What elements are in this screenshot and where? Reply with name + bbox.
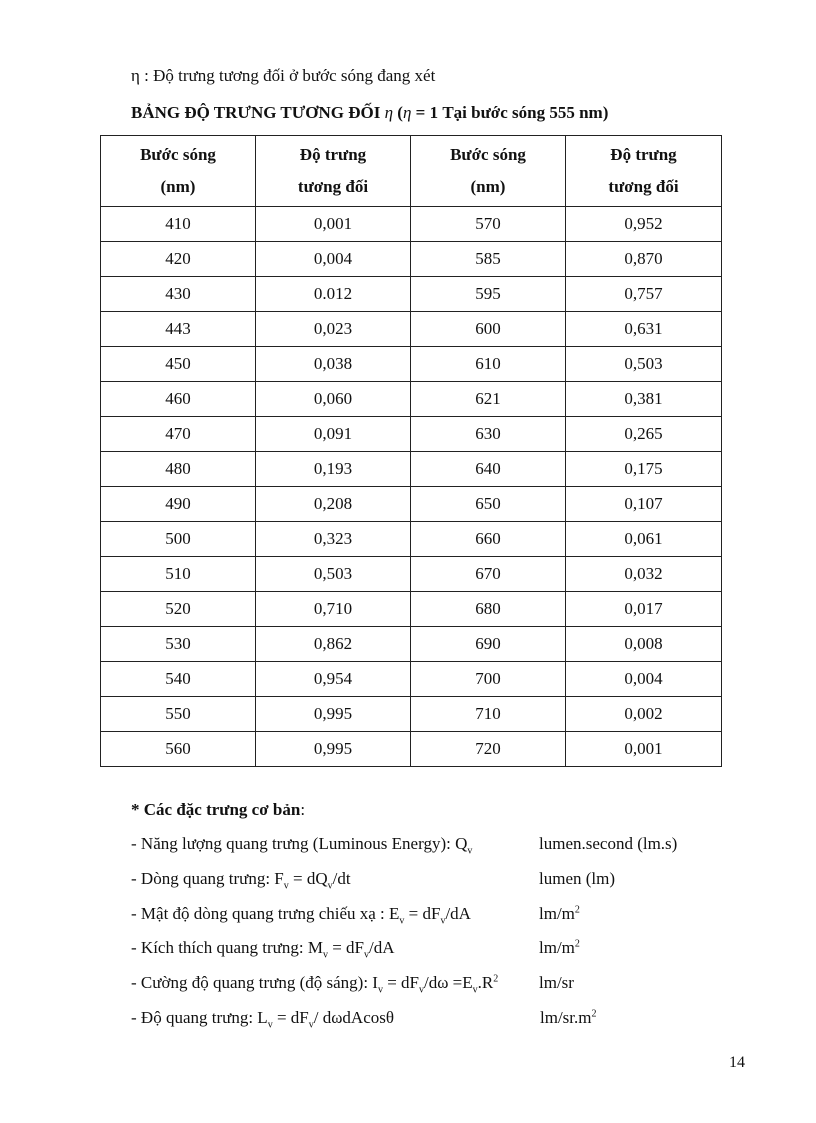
- definition-item: [131, 973, 731, 1008]
- table-row: [101, 242, 722, 277]
- table-cell: 600: [411, 312, 566, 347]
- definition-unit: $lm/m^2$: [539, 903, 580, 923]
- table-cell: 0,193: [256, 452, 411, 487]
- table-cell: 710: [411, 697, 566, 732]
- table-cell: 470: [101, 417, 256, 452]
- table-cell: 0,503: [566, 347, 722, 382]
- table-row: [101, 557, 722, 592]
- table-title: [131, 103, 608, 123]
- intro-text: η : Độ trưng tương đối ở bước sóng đang xét: [131, 66, 436, 85]
- definition-unit: $lm/m^2$: [539, 938, 580, 958]
- table-cell: 430: [101, 277, 256, 312]
- table-cell: 0,060: [256, 382, 411, 417]
- table-row: [101, 207, 722, 242]
- table-cell: 0,008: [566, 627, 722, 662]
- table-cell: 510: [101, 557, 256, 592]
- table-row: [101, 732, 722, 767]
- table-cell: 540: [101, 662, 256, 697]
- definition-formula: - Dòng quang trưng: $F_v = dQ_v/dt$: [131, 868, 351, 892]
- table-row: [101, 487, 722, 522]
- definition-formula: - Năng lượng quang trưng (Luminous Energy): $Q_v$: [131, 834, 473, 857]
- table-cell: 0,952: [566, 207, 722, 242]
- table-cell: 0.012: [256, 277, 411, 312]
- table-cell: 610: [411, 347, 566, 382]
- definition-item: [131, 869, 731, 904]
- table-title-eta-symbol-2: η: [402, 103, 412, 122]
- table-cell: 0,061: [566, 522, 722, 557]
- table-cell: 720: [411, 732, 566, 767]
- table-cell: 0,001: [566, 732, 722, 767]
- definition-formula: - Mật độ dòng quang trưng chiếu xạ : $E_v = dF_v/dA$: [131, 903, 471, 926]
- table-body: [101, 207, 722, 767]
- definition-item: [131, 938, 731, 973]
- table-cell: 0,004: [566, 662, 722, 697]
- table-cell: 0,381: [566, 382, 722, 417]
- table-cell: 0,038: [256, 347, 411, 382]
- definition-item: [131, 1008, 731, 1043]
- table-cell: 650: [411, 487, 566, 522]
- table-cell: 520: [101, 592, 256, 627]
- definition-formula: - Độ quang trưng: $L_v = dF_v/$ dωdAcosθ: [131, 1007, 394, 1031]
- table-cell: 0,004: [256, 242, 411, 277]
- table-cell: 621: [411, 382, 566, 417]
- definition-item: [131, 834, 731, 869]
- table-cell: 700: [411, 662, 566, 697]
- table-row: [101, 697, 722, 732]
- table-row: [101, 627, 722, 662]
- header-wavelength-2: Bước sóng (nm): [411, 136, 566, 207]
- header-relative-luminance-1: Độ trưng tương đối: [256, 136, 411, 207]
- table-cell: 595: [411, 277, 566, 312]
- luminous-efficiency-table: [100, 135, 722, 767]
- table-cell: 0,870: [566, 242, 722, 277]
- table-cell: 630: [411, 417, 566, 452]
- table-row: [101, 452, 722, 487]
- table-cell: 680: [411, 592, 566, 627]
- table-cell: 500: [101, 522, 256, 557]
- table-cell: 670: [411, 557, 566, 592]
- definition-unit: lumen.second (lm.s): [539, 834, 678, 853]
- table-row: [101, 592, 722, 627]
- table-row: [101, 382, 722, 417]
- definition-unit: lm/sr: [539, 973, 574, 993]
- table-cell: 0,017: [566, 592, 722, 627]
- table-row: [101, 312, 722, 347]
- table-row: [101, 522, 722, 557]
- table-cell: 0,107: [566, 487, 722, 522]
- section-title: * Các đặc trưng cơ bản:: [131, 800, 306, 819]
- definition-item: [131, 904, 731, 939]
- table-cell: 420: [101, 242, 256, 277]
- header-relative-luminance-2: Độ trưng tương đối: [566, 136, 722, 207]
- table-row: [101, 662, 722, 697]
- table-title-main: BẢNG ĐỘ TRƯNG TƯƠNG ĐỐI: [131, 103, 385, 122]
- table-cell: 0,995: [256, 732, 411, 767]
- definitions-list: [131, 834, 731, 1043]
- table-title-open-paren: (: [393, 103, 403, 122]
- table-cell: 570: [411, 207, 566, 242]
- table-cell: 0,265: [566, 417, 722, 452]
- table-cell: 450: [101, 347, 256, 382]
- header-wavelength-1: Bước sóng (nm): [101, 136, 256, 207]
- table-cell: 0,995: [256, 697, 411, 732]
- table-cell: 0,091: [256, 417, 411, 452]
- table-cell: 690: [411, 627, 566, 662]
- table-cell: 0,175: [566, 452, 722, 487]
- definition-formula: - Cường độ quang trưng (độ sáng): $I_v = dF_v/d\omega =E_v.R^2$: [131, 973, 499, 996]
- definition-unit: $lm/sr.m^2$: [540, 1007, 597, 1027]
- table-cell: 0,002: [566, 697, 722, 732]
- table-title-rest: = 1 Tại bước sóng 555 nm): [411, 103, 609, 122]
- table-cell: 0,954: [256, 662, 411, 697]
- table-row: [101, 417, 722, 452]
- table-cell: 585: [411, 242, 566, 277]
- definition-formula: - Kích thích quang trưng: $M_v = dF_v/dA$: [131, 938, 395, 961]
- table-cell: 410: [101, 207, 256, 242]
- table-cell: 550: [101, 697, 256, 732]
- table-cell: 640: [411, 452, 566, 487]
- table-cell: 443: [101, 312, 256, 347]
- table-cell: 0,032: [566, 557, 722, 592]
- table-cell: 530: [101, 627, 256, 662]
- table-cell: 0,862: [256, 627, 411, 662]
- table-title-eta-symbol: η: [384, 103, 394, 122]
- definition-unit: lumen (lm): [539, 868, 616, 888]
- table-header-row: [101, 136, 722, 207]
- table-cell: 490: [101, 487, 256, 522]
- table-row: [101, 277, 722, 312]
- table-cell: 0,001: [256, 207, 411, 242]
- table-cell: 660: [411, 522, 566, 557]
- table-cell: 560: [101, 732, 256, 767]
- table-cell: 480: [101, 452, 256, 487]
- table-cell: 460: [101, 382, 256, 417]
- table-cell: 0,757: [566, 277, 722, 312]
- table-cell: 0,208: [256, 487, 411, 522]
- table-cell: 0,503: [256, 557, 411, 592]
- page-number: 14: [729, 1054, 745, 1071]
- table-cell: 0,323: [256, 522, 411, 557]
- table-row: [101, 347, 722, 382]
- table-cell: 0,710: [256, 592, 411, 627]
- table-cell: 0,023: [256, 312, 411, 347]
- table-cell: 0,631: [566, 312, 722, 347]
